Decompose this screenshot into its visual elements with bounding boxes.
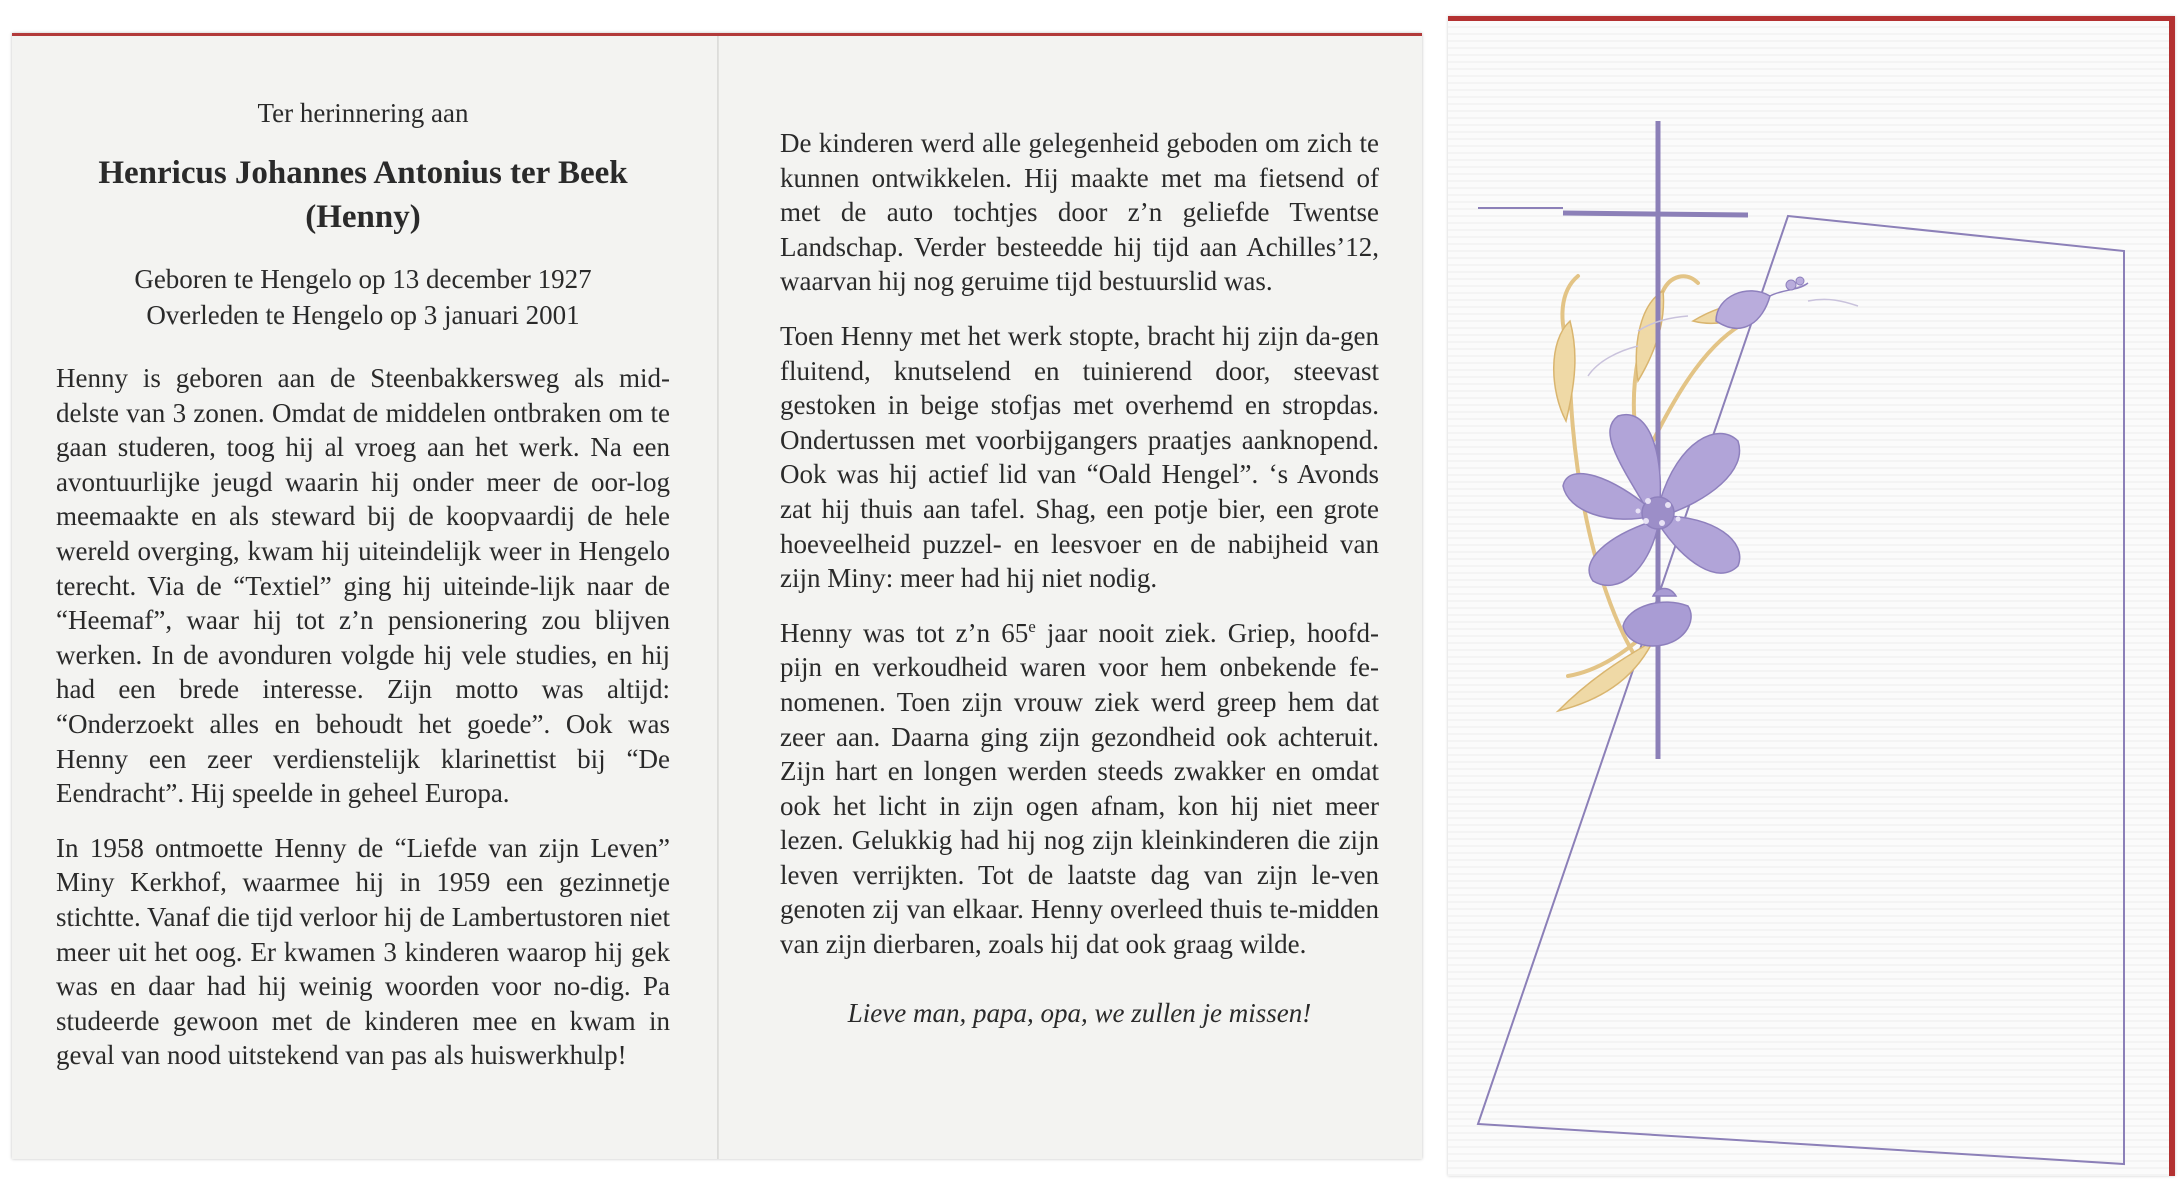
paragraph-5-start: Henny was tot z’n 65 bbox=[780, 617, 1029, 648]
memorial-card-front bbox=[1448, 16, 2175, 1176]
ordinal-superscript: e bbox=[1028, 616, 1036, 636]
biography-paragraph-3: De kinderen werd alle gelegenheid geboden om zich te kunnen ontwikkelen. Hij maakte met ma fietsend of met de auto tochtjes door z’n geliefde Twentse Landschap. Verder besteedde hij tijd aan Achilles’12, waarvan hij nog geruime tijd bestuurslid was. bbox=[780, 128, 1379, 297]
death-line: Overleden te Hengelo op 3 januari 2001 bbox=[146, 300, 580, 330]
biography-paragraph-2: In 1958 ontmoette Henny de “Liefde van zijn Leven” Miny Kerkhof, waarmee hij in 1959 een gezinnetje stichtte. Vanaf die tijd verloor hij de Lambertustoren niet meer uit het oog. Er kwamen 3 kinderen waarop hij gek was en daar had hij weinig woorden voor no-dig. Pa studeerde gewoon met de kinderen mee en kwam in geval van nood uitstekend van pas als huiswerkhulp! bbox=[56, 832, 670, 1071]
birth-line: Geboren te Hengelo op 13 december 1927 bbox=[134, 264, 592, 294]
full-name: Henricus Johannes Antonius ter Beek bbox=[98, 155, 628, 191]
nickname: (Henny) bbox=[305, 199, 421, 235]
deceased-name bbox=[56, 151, 670, 239]
biography-paragraph-1: Henny is geboren aan de Steenbakkersweg als mid-delste van 3 zonen. Omdat de middelen ontbraken om te gaan studeren, toog hij al vroeg aan het werk. Na een avontuurlijke jeugd waarin hij onder meer de oor-log meemaakte en als steward bij de koopvaardij de hele wereld overging, kwam hij uiteindelijk weer in Hengelo terecht. Via de “Textiel” ging hij uiteinde-lijk naar de “Heemaf”, waar hij tot z’n pensionering zou blijven werken. In de avonduren volgde hij vele studies, en hij had een brede interesse. Zijn motto was altijd: “Onderzoekt alles en behoudt het goede”. Ook was Henny een zeer verdienstelijk klarinettist bij “De Eendracht”. Hij speelde in geheel Europa. bbox=[56, 363, 670, 809]
biography-paragraph-5 bbox=[780, 616, 1379, 962]
biography-paragraph-4: Toen Henny met het werk stopte, bracht hij zijn da-gen fluitend, knutselend en tuinierend door, steevast gestoken in beige stofjas met overhemd en stropdas. Ondertussen met voorbijgangers praatjes aanknopend. Ook was hij actief lid van “Oald Hengel”. ‘s Avonds zat hij thuis aan tafel. Shag, een potje bier, een grote hoeveelheid puzzel- en leesvoer en de nabijheid van zijn Miny: meer had hij niet nodig. bbox=[780, 320, 1379, 594]
intro-text: Ter herinnering aan bbox=[257, 98, 469, 128]
large-flower bbox=[1563, 415, 1740, 586]
left-panel bbox=[12, 36, 717, 1159]
cross-flower-illustration bbox=[1448, 21, 2169, 1176]
life-dates bbox=[56, 261, 670, 333]
memorial-card-inside bbox=[12, 33, 1422, 1159]
flower-buds bbox=[1786, 277, 1804, 290]
paragraph-5-rest: jaar nooit ziek. Griep, hoofd-pijn en verkoudheid waren voor hem onbekende fe-nomenen. Toen zijn vrouw ziek werd greep hem dat zeer aan. Daarna ging zijn gezondheid ook achteruit. Zijn hart en longen werden steeds zwakker en omdat ook het licht in zijn ogen afnam, kon hij niet meer lezen. Gelukkig had hij nog zijn kleinkinderen die zijn leven verrijkten. Tot de laatste dag van zijn le-ven genoten zij van elkaar. Henny overleed thuis te-midden van zijn dierbaren, zoals hij dat ook graag wilde. bbox=[780, 617, 1380, 960]
closing-line: Lieve man, papa, opa, we zullen je missen! bbox=[847, 997, 1312, 1028]
middle-panel bbox=[719, 36, 1422, 1159]
